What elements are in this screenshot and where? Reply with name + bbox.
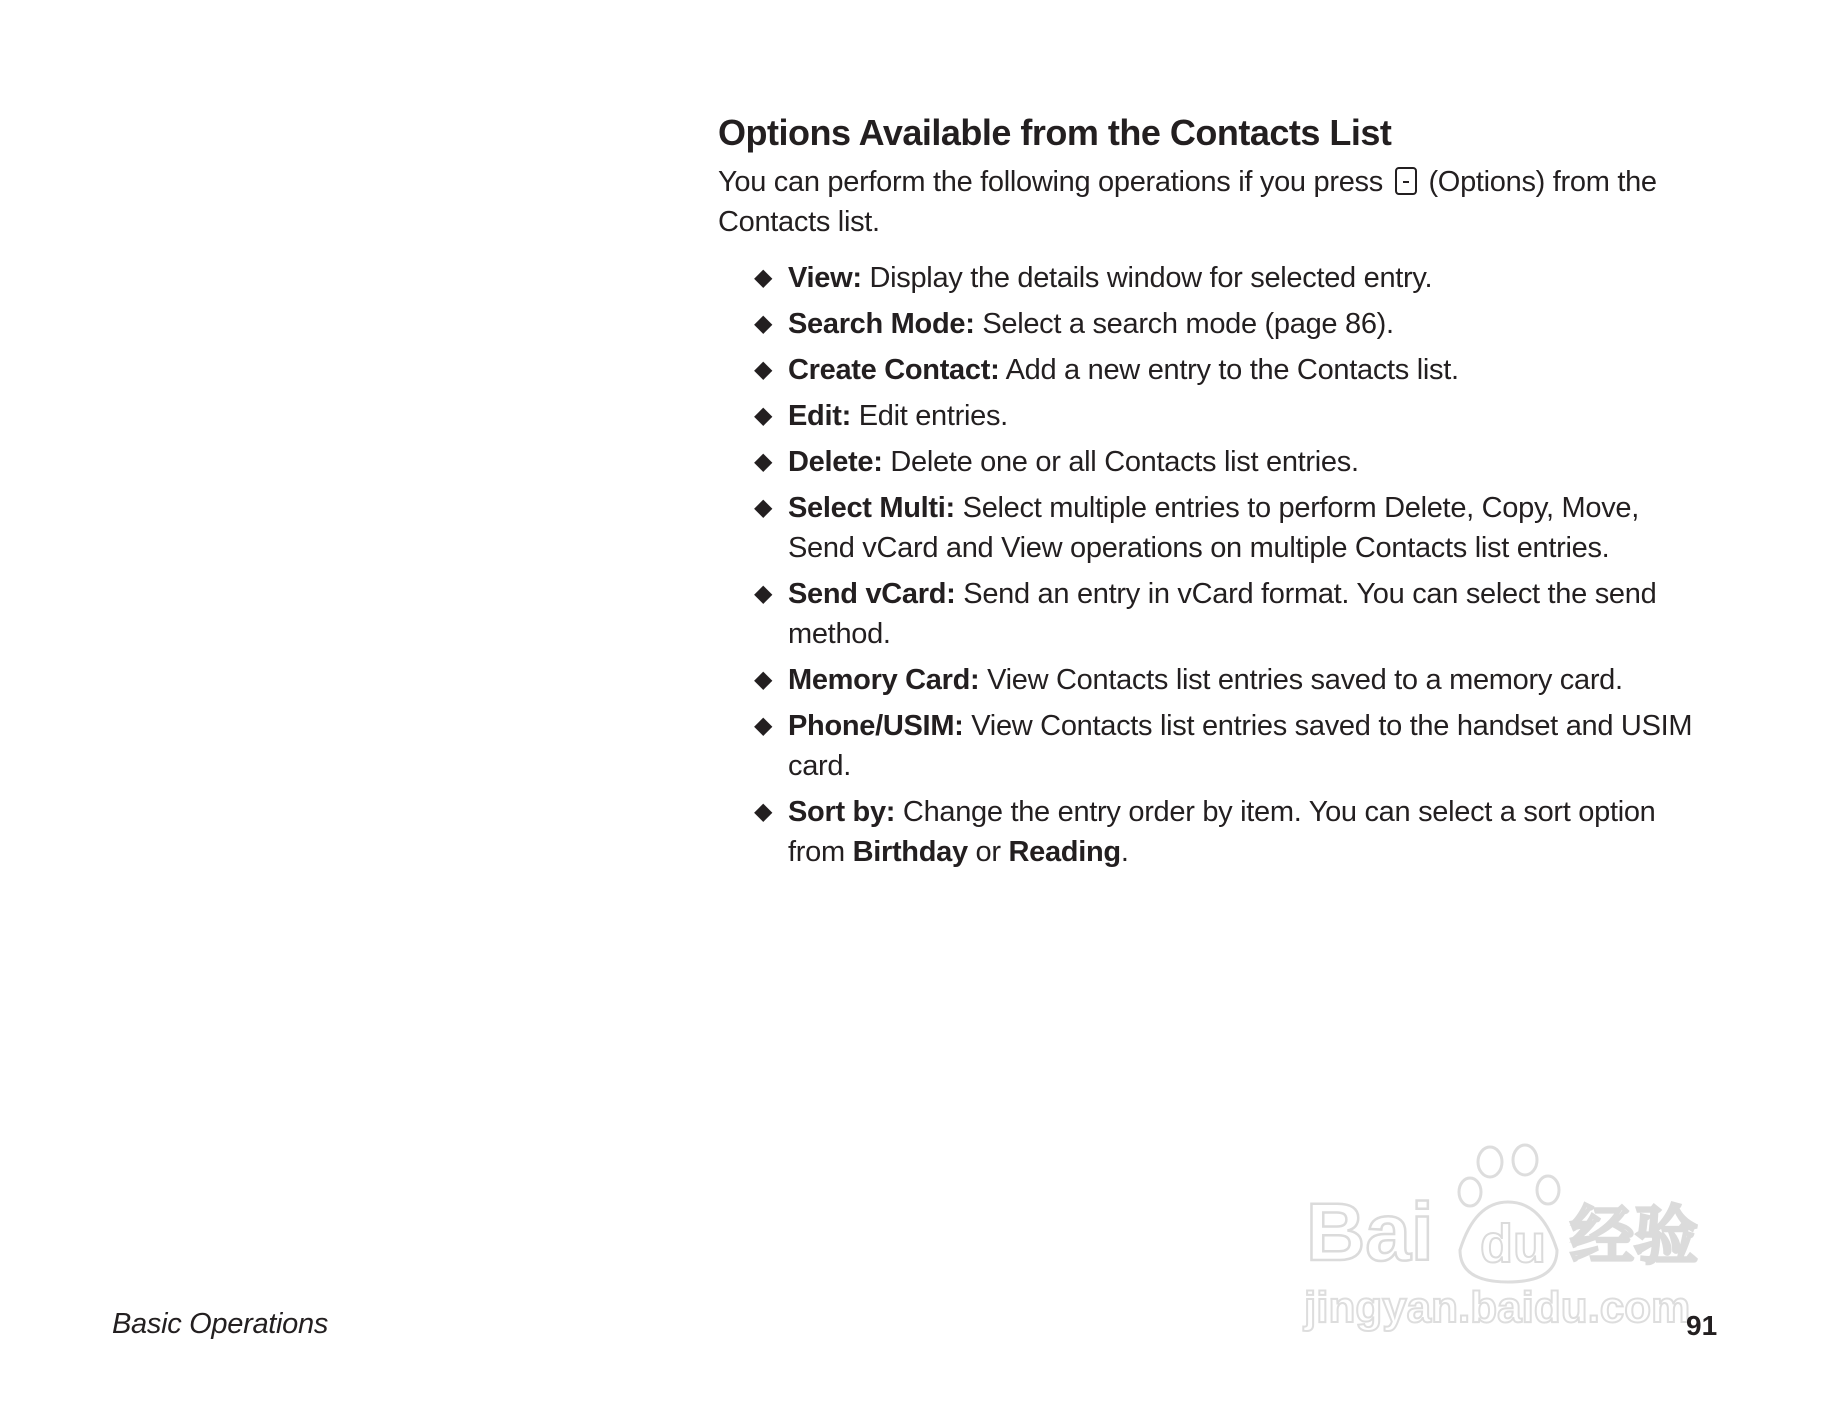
diamond-bullet-icon: ◆ bbox=[754, 666, 773, 693]
option-delete bbox=[754, 442, 1708, 482]
sort-option-birthday: Birthday bbox=[852, 836, 968, 868]
intro-text-before: You can perform the following operations if you press bbox=[718, 166, 1383, 198]
option-view bbox=[754, 258, 1708, 298]
option-description: View Contacts list entries saved to the handset and USIM card. bbox=[788, 710, 1693, 782]
diamond-bullet-icon: ◆ bbox=[754, 798, 773, 825]
option-description: Display the details window for selected entry. bbox=[861, 262, 1433, 294]
svg-text:Bai: Bai bbox=[1306, 1187, 1434, 1278]
diamond-bullet-icon: ◆ bbox=[754, 448, 773, 475]
page-number: 91 bbox=[1686, 1310, 1718, 1341]
diamond-bullet-icon: ◆ bbox=[754, 264, 773, 291]
option-send-vcard bbox=[754, 574, 1708, 654]
option-memory-card bbox=[754, 660, 1708, 700]
diamond-bullet-icon: ◆ bbox=[754, 712, 773, 739]
option-edit bbox=[754, 396, 1708, 436]
footer-section-name: Basic Operations bbox=[112, 1308, 329, 1340]
option-description: Select multiple entries to perform Delete, Copy, Move, Send vCard and View operations on multiple Contacts list entries. bbox=[788, 492, 1639, 564]
sort-option-reading: Reading bbox=[1008, 836, 1121, 868]
option-select-multi bbox=[754, 488, 1708, 568]
section-title: Options Available from the Contacts List bbox=[718, 112, 1392, 153]
intro-paragraph bbox=[718, 162, 1708, 242]
page-content bbox=[718, 110, 1708, 878]
option-term: Sort by: bbox=[788, 796, 896, 828]
diamond-bullet-icon: ◆ bbox=[754, 580, 773, 607]
option-description: Edit entries. bbox=[850, 400, 1008, 432]
option-term: Delete: bbox=[788, 446, 883, 478]
option-description: Change the entry order by item. You can select a sort option from bbox=[788, 796, 1656, 868]
diamond-bullet-icon: ◆ bbox=[754, 356, 773, 383]
option-term: Create Contact: bbox=[788, 354, 1000, 386]
baidu-jingyan-watermark-logo bbox=[1300, 1140, 1730, 1340]
option-term: Edit: bbox=[788, 400, 851, 432]
option-connector: or bbox=[967, 836, 1009, 868]
option-description: Send an entry in vCard format. You can select the send method. bbox=[788, 578, 1657, 650]
diamond-bullet-icon: ◆ bbox=[754, 402, 773, 429]
option-description: Delete one or all Contacts list entries. bbox=[882, 446, 1359, 478]
svg-text:du: du bbox=[1480, 1214, 1546, 1274]
option-end-punct: . bbox=[1120, 836, 1129, 868]
option-term: Memory Card: bbox=[788, 664, 980, 696]
option-description: Select a search mode (page 86). bbox=[974, 308, 1394, 340]
intro-text-after: (Options) from the Contacts list. bbox=[718, 166, 1657, 238]
option-description: View Contacts list entries saved to a memory card. bbox=[979, 664, 1623, 696]
diamond-bullet-icon: ◆ bbox=[754, 494, 773, 521]
option-sort-by bbox=[754, 792, 1708, 872]
option-create-contact bbox=[754, 350, 1708, 390]
diamond-bullet-icon: ◆ bbox=[754, 310, 773, 337]
option-description: Add a new entry to the Contacts list. bbox=[999, 354, 1459, 386]
svg-text:jingyan.baidu.com: jingyan.baidu.com bbox=[1304, 1283, 1691, 1332]
option-phone-usim bbox=[754, 706, 1708, 786]
svg-text:经验: 经验 bbox=[1570, 1200, 1698, 1274]
option-term: Phone/USIM: bbox=[788, 710, 964, 742]
option-term: Select Multi: bbox=[788, 492, 955, 524]
option-search-mode bbox=[754, 304, 1708, 344]
option-term: Send vCard: bbox=[788, 578, 956, 610]
soft-key-minus-icon bbox=[1395, 167, 1417, 195]
option-term: Search Mode: bbox=[788, 308, 975, 340]
option-term: View: bbox=[788, 262, 862, 294]
options-list bbox=[718, 258, 1708, 872]
